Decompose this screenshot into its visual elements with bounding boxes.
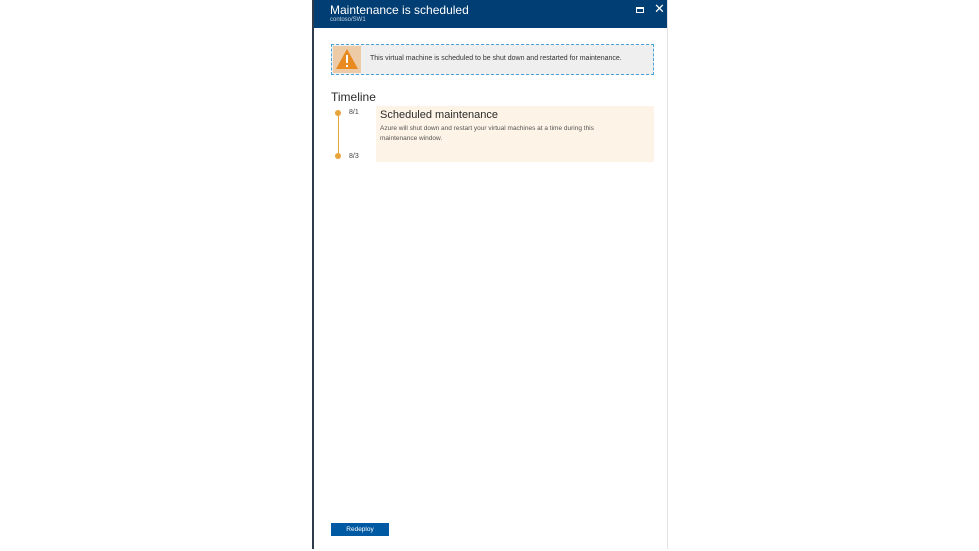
maximize-button[interactable] <box>634 4 648 18</box>
timeline-line <box>338 113 339 157</box>
maintenance-alert <box>331 44 654 75</box>
maintenance-blade <box>312 0 668 549</box>
blade-title: Maintenance is scheduled <box>330 3 469 17</box>
event-title: Scheduled maintenance <box>380 109 499 121</box>
blade-header <box>314 0 667 28</box>
timeline-start-marker <box>335 110 341 116</box>
scheduled-maintenance-card <box>376 106 654 162</box>
event-description: Azure will shut down and restart your virtual machines at a time during this maintenance window. <box>380 125 594 142</box>
maximize-icon <box>636 7 644 13</box>
close-button[interactable] <box>652 4 666 18</box>
timeline-heading: Timeline <box>331 90 376 104</box>
timeline-start-date: 8/1 <box>349 109 359 116</box>
timeline-end-date: 8/3 <box>349 153 359 160</box>
alert-message: This virtual machine is scheduled to be shut down and restarted for maintenance. <box>370 55 622 62</box>
warning-icon <box>335 48 359 70</box>
timeline-end-marker <box>335 153 341 159</box>
blade-subtitle: contoso/SW1 <box>330 17 366 23</box>
redeploy-button[interactable]: Redeploy <box>331 523 389 536</box>
close-icon: ✕ <box>654 2 665 17</box>
